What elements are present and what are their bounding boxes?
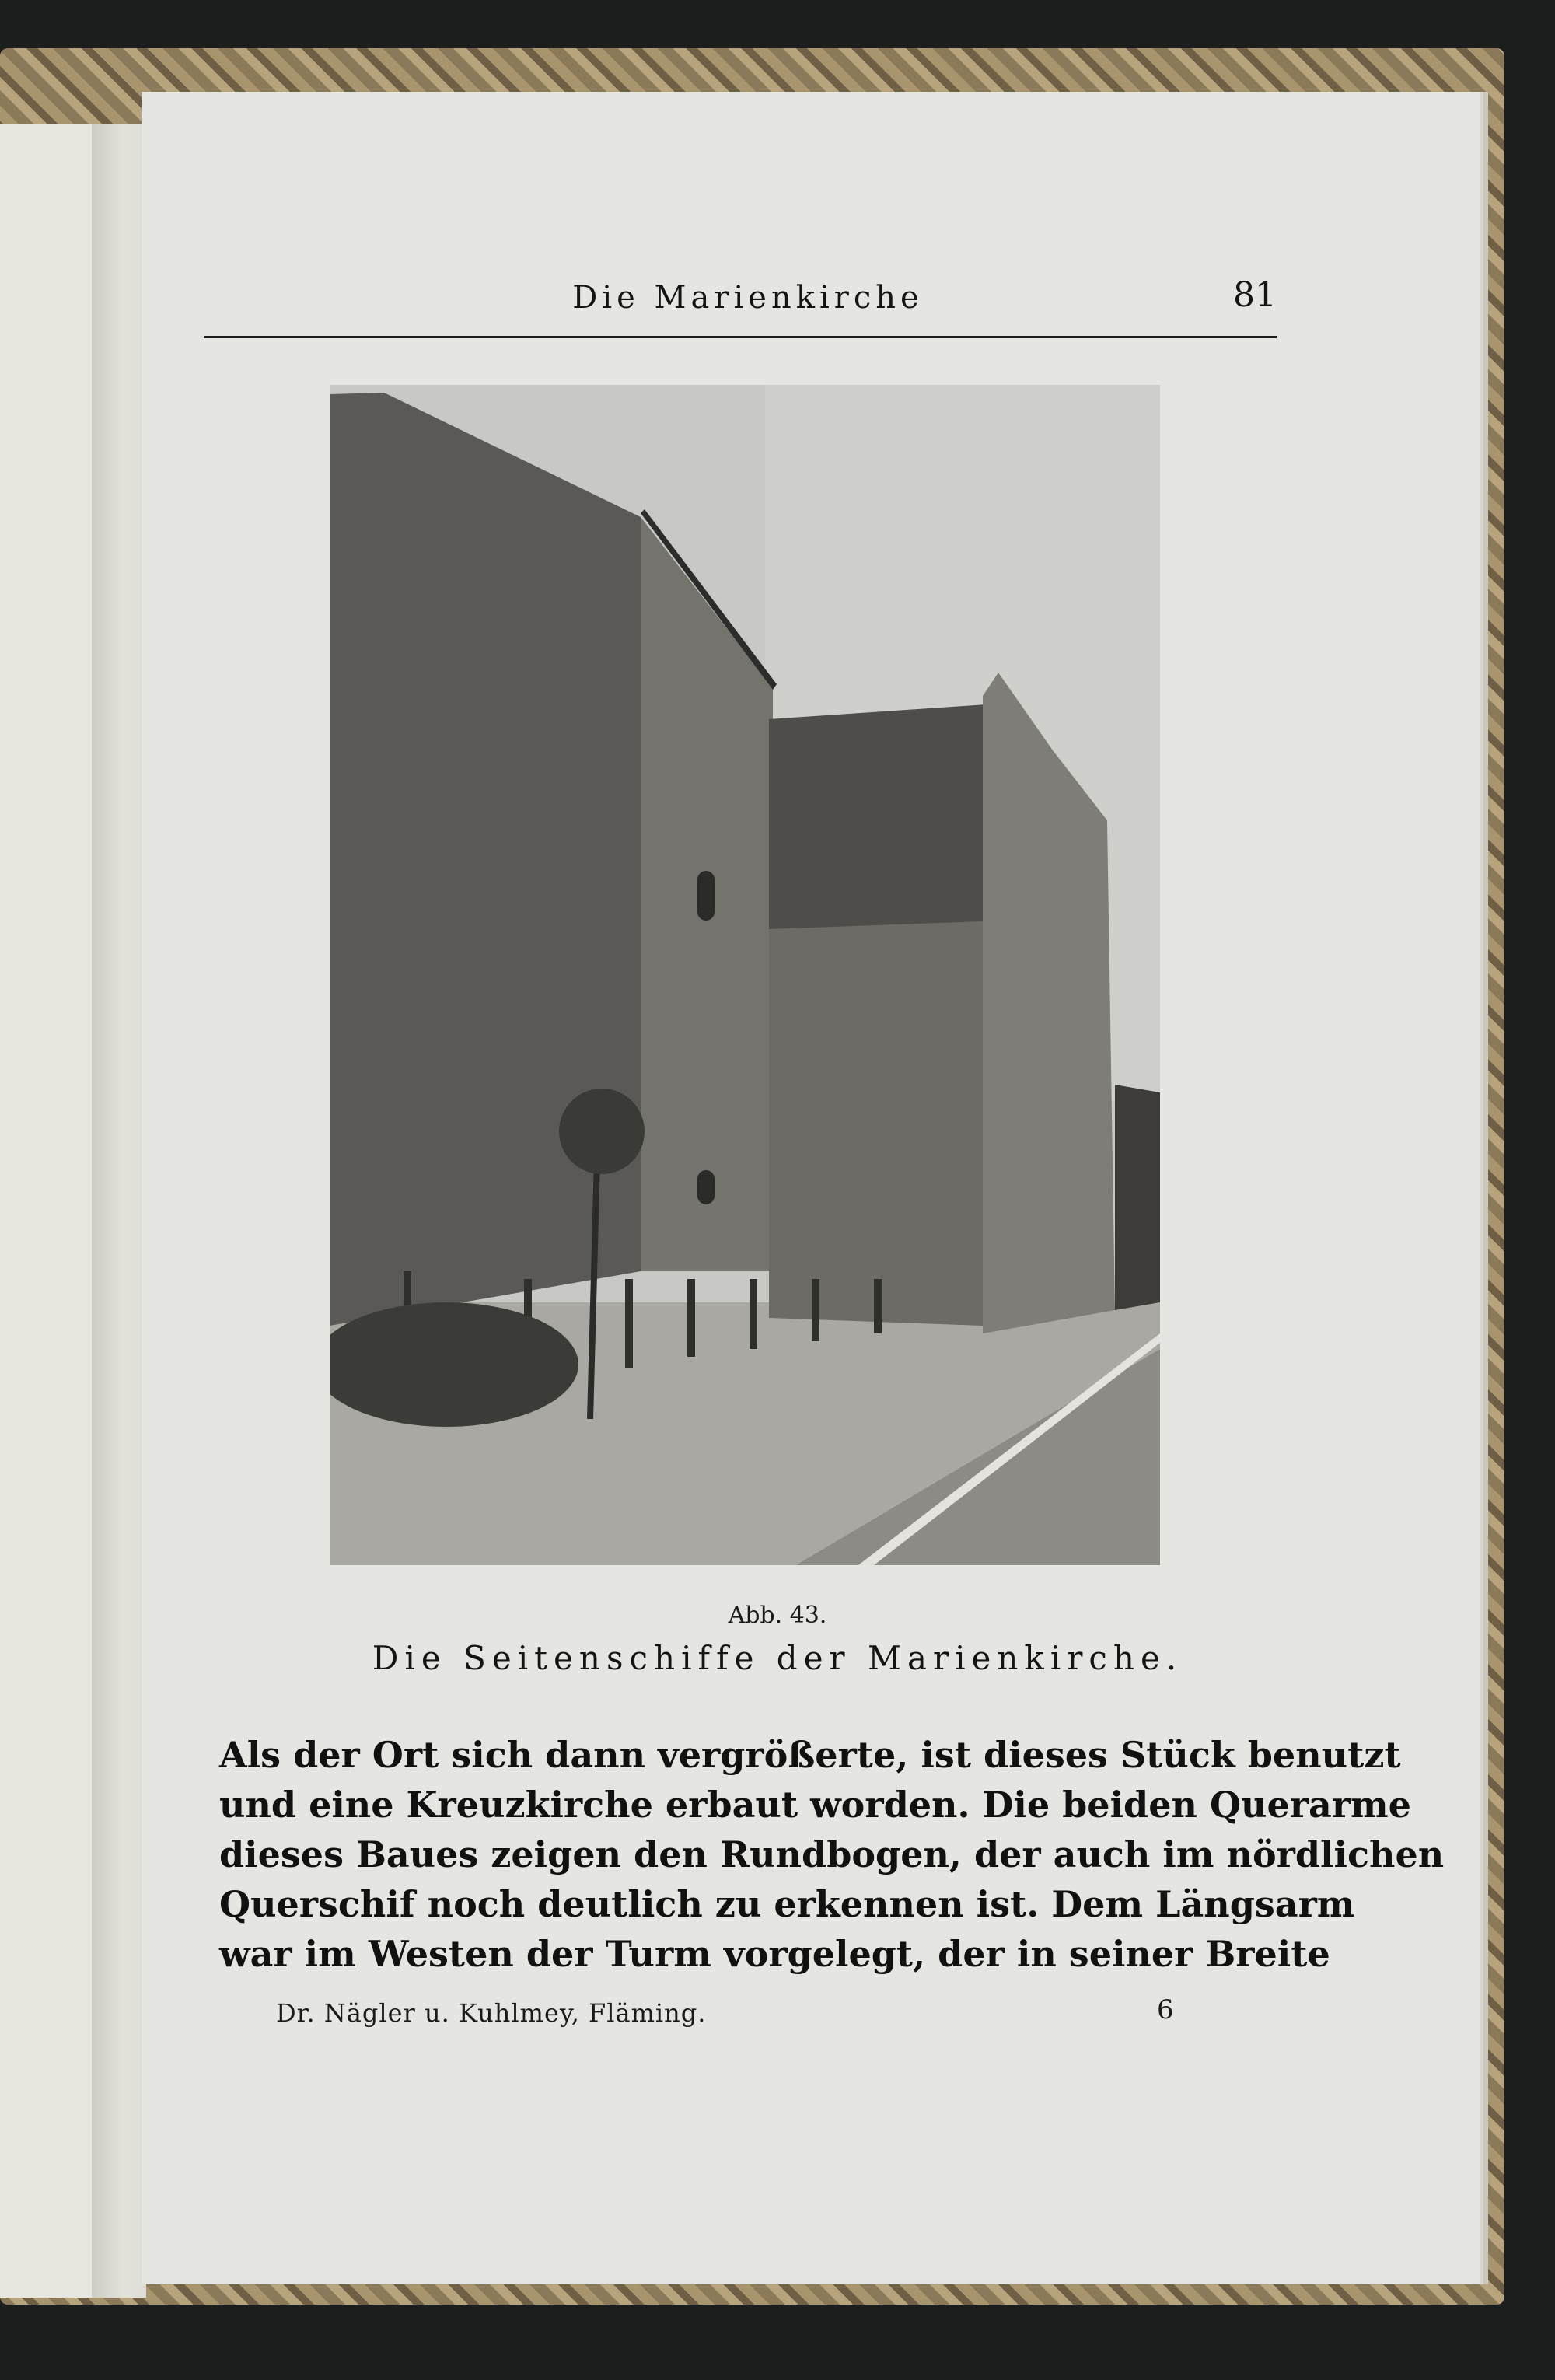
body-line: Als der Ort sich dann vergrößerte, ist dieses Stück benutzt (219, 1734, 1401, 1776)
page-number: 81 (1233, 275, 1277, 315)
body-line: und eine Kreuzkirche erbaut worden. Die beiden Querarme (219, 1784, 1411, 1826)
sheet-number: 6 (1157, 1994, 1174, 2025)
body-paragraph (219, 1730, 1445, 1979)
body-line: dieses Baues zeigen den Rundbogen, der auch im nördlichen (219, 1833, 1445, 1875)
printer-signature: Dr. Nägler u. Kuhlmey, Fläming. (276, 1998, 707, 2028)
church-photograph (330, 385, 1160, 1565)
book-gutter (92, 124, 146, 2298)
left-page-edge (0, 124, 93, 2298)
figure-caption: Die Seitenschiffe der Marienkirche. (372, 1639, 1183, 1677)
running-title: Die Marienkirche (572, 280, 924, 316)
running-head (204, 275, 1277, 327)
body-line: Querschif noch deutlich zu erkennen ist. Dem Längsarm (219, 1883, 1355, 1925)
figure-number: Abb. 43. (728, 1602, 827, 1629)
body-line: war im Westen der Turm vorgelegt, der in seiner Breite (219, 1933, 1330, 1975)
header-rule (204, 336, 1277, 338)
